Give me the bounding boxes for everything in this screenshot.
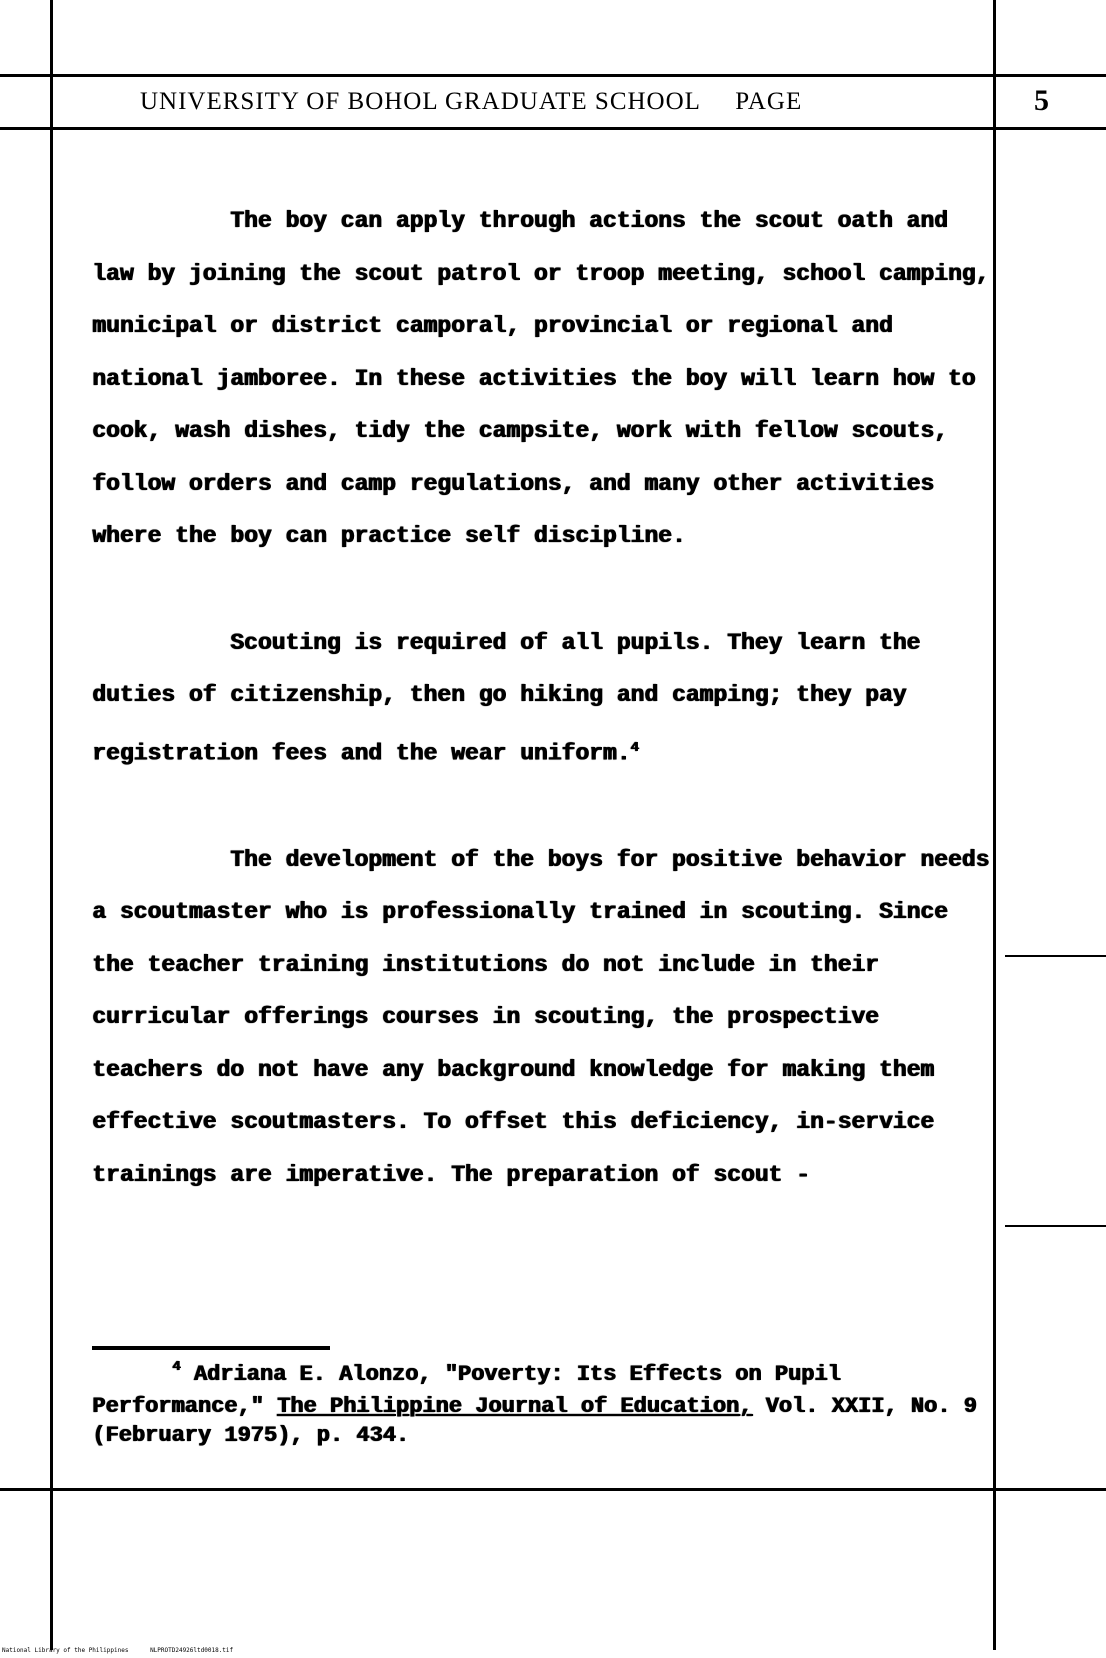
footnote-details: Vol. XXII, No. 9 (February 1975), p. 434.: [92, 1394, 977, 1448]
top-rule: [0, 74, 1106, 77]
footnote-divider: [92, 1346, 330, 1350]
margin-tick-right-1: [1005, 955, 1106, 957]
paragraph: The boy can apply through actions the scout oath and law by joining the scout patrol or troop meeting, school camping, municipal or district camporal, provincial or regional and national jamboree. In these activities the boy will learn how to cook, wash dishes, tidy the campsite, work with fellow scouts, follow orders and camp regulations, and many other activities where the boy can practice self discipline.: [92, 208, 990, 549]
right-margin-line: [993, 0, 996, 1650]
footnote-reference: 4: [630, 739, 639, 756]
left-margin-line: [50, 0, 53, 1650]
bottom-rule: [0, 1488, 1106, 1491]
header-rule: [0, 127, 1106, 130]
footnote-author: Adriana E. Alonzo, "Poverty: Its Effects on Pupil Performance,": [92, 1362, 841, 1419]
margin-tick-right-2: [1005, 1225, 1106, 1227]
paragraph: The development of the boys for positive behavior needs a scoutmaster who is professionally trained in scouting. Since the teacher training institutions do not include in their curricular offerings courses in scouting, the prospective teachers do not have any background knowledge for making them effective scoutmasters. To offset this deficiency, in-service trainings are imperative. The preparation of scout -: [92, 846, 990, 1188]
footnote-marker: 4: [172, 1359, 181, 1375]
library-name: National Library of the Philippines: [2, 1647, 129, 1654]
footnote-journal: The Philippine Journal of Education,: [276, 1394, 753, 1419]
scan-caption: [2, 1647, 251, 1654]
body-text: [92, 195, 992, 1201]
paragraph: [92, 617, 992, 780]
school-title: UNIVERSITY OF BOHOL GRADUATE SCHOOL: [140, 88, 700, 115]
paragraph-text: Scouting is required of all pupils. They learn the duties of citizenship, then go hiking and camping; they pay registration fees and the wear uniform.: [92, 629, 921, 767]
page-number: 5: [1034, 84, 1049, 117]
page-label: PAGE: [735, 88, 803, 115]
footnote: [92, 1360, 992, 1450]
file-name: NLPROTD24926ltd0018.tif: [150, 1647, 234, 1654]
page-header: [140, 88, 940, 116]
